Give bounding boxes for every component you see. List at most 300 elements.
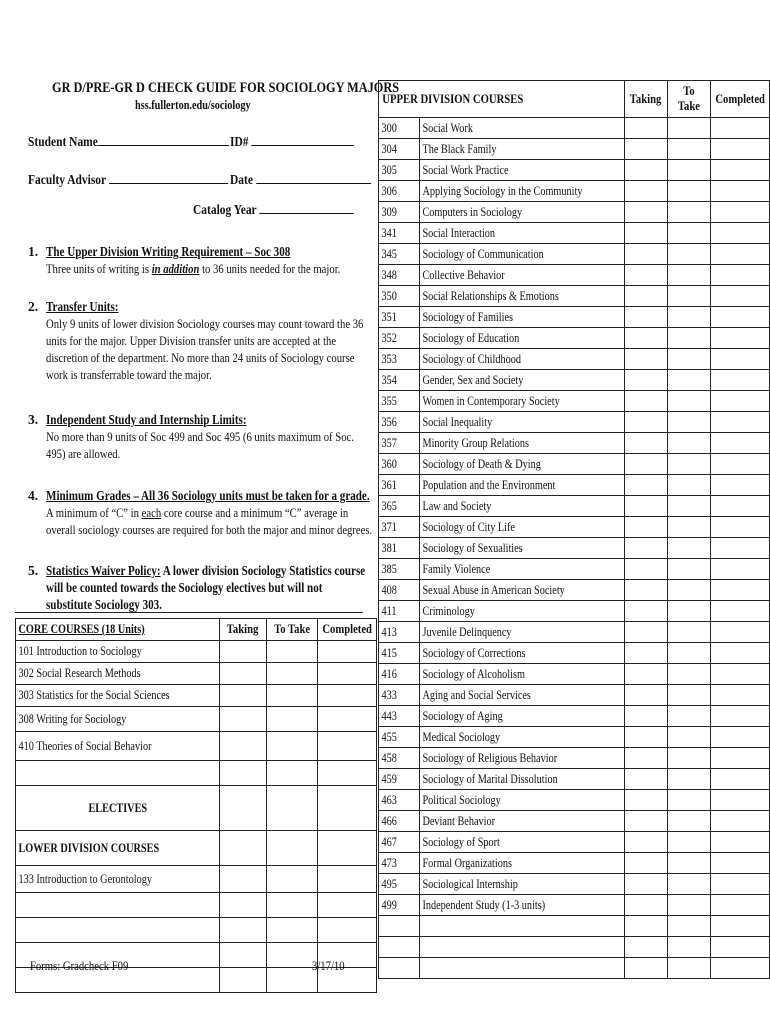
table-row xyxy=(379,181,770,202)
taking-cell[interactable] xyxy=(624,412,667,433)
course-code: 352 xyxy=(381,330,397,345)
student-name-field[interactable] xyxy=(28,135,229,151)
completed-cell[interactable] xyxy=(710,496,769,517)
form-date: 3/17/10 xyxy=(312,958,345,973)
to-take-cell[interactable] xyxy=(667,391,710,412)
course-code: 381 xyxy=(381,540,397,555)
completed-cell[interactable] xyxy=(710,412,769,433)
table-row xyxy=(379,769,770,790)
to-take-cell[interactable] xyxy=(667,433,710,454)
table-row xyxy=(379,580,770,601)
date-field[interactable] xyxy=(230,173,371,189)
completed-cell[interactable] xyxy=(710,139,769,160)
completed-cell[interactable] xyxy=(318,866,377,893)
table-row xyxy=(16,786,377,831)
date-label: Date xyxy=(230,173,253,188)
course-name: Sociology of Death & Dying xyxy=(422,456,541,471)
to-take-cell[interactable] xyxy=(667,811,710,832)
course-name: Sociology of Sport xyxy=(422,834,500,849)
taking-cell[interactable] xyxy=(624,790,667,811)
taking-cell[interactable] xyxy=(220,707,267,732)
course-name: Minority Group Relations xyxy=(422,435,529,450)
course-code: 459 xyxy=(381,771,397,786)
col-taking: Taking xyxy=(630,91,662,106)
to-take-cell[interactable] xyxy=(667,244,710,265)
course-name: Sociology of City Life xyxy=(422,519,515,534)
to-take-cell[interactable] xyxy=(667,307,710,328)
taking-cell[interactable] xyxy=(624,769,667,790)
taking-cell[interactable] xyxy=(624,580,667,601)
completed-cell[interactable] xyxy=(710,244,769,265)
divider xyxy=(15,612,363,613)
taking-cell[interactable] xyxy=(624,349,667,370)
table-row xyxy=(379,517,770,538)
to-take-cell[interactable] xyxy=(267,685,318,707)
course-name: Criminology xyxy=(422,603,475,618)
completed-cell[interactable] xyxy=(318,707,377,732)
completed-cell[interactable] xyxy=(710,895,769,916)
table-row xyxy=(16,707,377,732)
core-course-303: 303 Statistics for the Social Sciences xyxy=(18,688,170,702)
item-number: 4. xyxy=(28,488,39,503)
to-take-cell[interactable] xyxy=(667,559,710,580)
taking-cell[interactable] xyxy=(220,641,267,663)
taking-cell[interactable] xyxy=(220,685,267,707)
taking-cell[interactable] xyxy=(624,496,667,517)
core-course-308: 308 Writing for Sociology xyxy=(18,711,127,726)
completed-cell[interactable] xyxy=(710,748,769,769)
table-row xyxy=(379,349,770,370)
to-take-cell[interactable] xyxy=(667,790,710,811)
completed-cell[interactable] xyxy=(710,958,769,979)
to-take-cell[interactable] xyxy=(267,732,318,761)
col-completed: Completed xyxy=(322,622,372,636)
student-name-label: Student Name xyxy=(28,135,98,150)
table-row xyxy=(379,412,770,433)
taking-cell[interactable] xyxy=(624,538,667,559)
item-text: A lower division Sociology Statistics course will be counted towards the Sociology electives but will not substitute Sociology 303. xyxy=(46,563,366,612)
table-row xyxy=(379,601,770,622)
completed-cell[interactable] xyxy=(710,454,769,475)
taking-cell[interactable] xyxy=(624,118,667,139)
taking-cell[interactable] xyxy=(624,265,667,286)
taking-cell[interactable] xyxy=(624,307,667,328)
taking-cell[interactable] xyxy=(624,622,667,643)
table-row xyxy=(379,139,770,160)
core-courses-table xyxy=(15,618,377,993)
to-take-cell[interactable] xyxy=(667,139,710,160)
table-row xyxy=(379,727,770,748)
table-row xyxy=(379,202,770,223)
table-row xyxy=(379,265,770,286)
completed-cell[interactable] xyxy=(710,664,769,685)
to-take-cell[interactable] xyxy=(667,664,710,685)
taking-cell[interactable] xyxy=(624,601,667,622)
taking-cell[interactable] xyxy=(624,685,667,706)
course-name: Social Interaction xyxy=(422,225,495,240)
completed-cell[interactable] xyxy=(710,790,769,811)
taking-cell[interactable] xyxy=(624,286,667,307)
course-code: 345 xyxy=(381,246,397,261)
to-take-cell[interactable] xyxy=(667,412,710,433)
course-name: Sociology of Sexualities xyxy=(422,540,523,555)
completed-cell[interactable] xyxy=(710,916,769,937)
taking-cell[interactable] xyxy=(624,517,667,538)
course-name: Aging and Social Services xyxy=(422,687,531,702)
table-row xyxy=(379,559,770,580)
taking-cell[interactable] xyxy=(624,958,667,979)
to-take-cell[interactable] xyxy=(667,832,710,853)
course-name: Independent Study (1-3 units) xyxy=(422,897,546,912)
to-take-cell[interactable] xyxy=(667,223,710,244)
taking-cell[interactable] xyxy=(624,223,667,244)
taking-cell[interactable] xyxy=(624,370,667,391)
completed-cell[interactable] xyxy=(710,328,769,349)
completed-cell[interactable] xyxy=(710,727,769,748)
to-take-cell[interactable] xyxy=(667,454,710,475)
taking-cell[interactable] xyxy=(624,454,667,475)
taking-cell[interactable] xyxy=(624,664,667,685)
taking-cell[interactable] xyxy=(624,853,667,874)
course-code: 495 xyxy=(381,876,397,891)
taking-cell[interactable] xyxy=(624,202,667,223)
completed-cell[interactable] xyxy=(710,223,769,244)
table-row xyxy=(379,832,770,853)
completed-cell[interactable] xyxy=(710,475,769,496)
course-code: 354 xyxy=(381,372,397,387)
taking-cell[interactable] xyxy=(624,475,667,496)
taking-cell[interactable] xyxy=(624,160,667,181)
course-code: 416 xyxy=(381,666,397,681)
course-code: 361 xyxy=(381,477,397,492)
course-code: 473 xyxy=(381,855,397,870)
completed-cell[interactable] xyxy=(318,641,377,663)
completed-cell[interactable] xyxy=(710,769,769,790)
table-row xyxy=(379,244,770,265)
item-heading: Minimum Grades – All 36 Sociology units must be taken for a grade. xyxy=(46,488,370,503)
course-name: Sociology of Alcoholism xyxy=(422,666,525,681)
table-row xyxy=(16,761,377,786)
taking-cell[interactable] xyxy=(624,139,667,160)
completed-cell[interactable] xyxy=(710,265,769,286)
col-completed: Completed xyxy=(715,91,765,106)
completed-cell[interactable] xyxy=(710,853,769,874)
to-take-cell[interactable] xyxy=(667,202,710,223)
course-code: 499 xyxy=(381,897,397,912)
table-row xyxy=(379,895,770,916)
completed-cell[interactable] xyxy=(710,685,769,706)
upper-division-table xyxy=(378,80,770,979)
completed-cell[interactable] xyxy=(710,181,769,202)
taking-cell[interactable] xyxy=(624,937,667,958)
table-row xyxy=(16,893,377,918)
to-take-cell[interactable] xyxy=(667,286,710,307)
table-row xyxy=(379,622,770,643)
to-take-cell[interactable] xyxy=(667,958,710,979)
to-take-cell[interactable] xyxy=(667,265,710,286)
faculty-advisor-label: Faculty Advisor xyxy=(28,173,106,188)
table-row xyxy=(379,811,770,832)
course-code: 355 xyxy=(381,393,397,408)
taking-cell[interactable] xyxy=(624,328,667,349)
taking-cell[interactable] xyxy=(624,643,667,664)
to-take-cell[interactable] xyxy=(667,874,710,895)
to-take-cell[interactable] xyxy=(667,181,710,202)
taking-cell[interactable] xyxy=(624,811,667,832)
table-row xyxy=(379,643,770,664)
to-take-cell[interactable] xyxy=(267,707,318,732)
to-take-cell[interactable] xyxy=(667,853,710,874)
table-row xyxy=(379,706,770,727)
emphasis: each xyxy=(141,505,162,520)
to-take-cell[interactable] xyxy=(667,475,710,496)
item-text: No more than 9 units of Soc 499 and Soc 495 (6 units maximum of Soc. 495) are allowed. xyxy=(46,429,354,461)
taking-cell[interactable] xyxy=(624,433,667,454)
course-name: Social Work xyxy=(422,120,473,135)
to-take-cell[interactable] xyxy=(667,580,710,601)
course-name: Applying Sociology in the Community xyxy=(422,183,583,198)
core-courses-title: CORE COURSES (18 Units) xyxy=(18,622,145,636)
completed-cell[interactable] xyxy=(710,622,769,643)
core-course-302: 302 Social Research Methods xyxy=(18,666,141,680)
course-code: 455 xyxy=(381,729,397,744)
to-take-cell[interactable] xyxy=(267,866,318,893)
course-name: Sociology of Childhood xyxy=(422,351,521,366)
to-take-cell[interactable] xyxy=(667,496,710,517)
catalog-year-label: Catalog Year xyxy=(193,203,257,218)
course-code: 385 xyxy=(381,561,397,576)
table-row xyxy=(379,937,770,958)
taking-cell[interactable] xyxy=(624,916,667,937)
completed-cell[interactable] xyxy=(710,559,769,580)
taking-cell[interactable] xyxy=(220,663,267,685)
to-take-cell[interactable] xyxy=(267,663,318,685)
completed-cell[interactable] xyxy=(710,874,769,895)
item-heading: Statistics Waiver Policy: xyxy=(46,563,161,578)
completed-cell[interactable] xyxy=(710,538,769,559)
course-name: Sexual Abuse in American Society xyxy=(422,582,565,597)
completed-cell[interactable] xyxy=(710,433,769,454)
to-take-cell[interactable] xyxy=(667,160,710,181)
completed-cell[interactable] xyxy=(318,685,377,707)
to-take-cell[interactable] xyxy=(667,685,710,706)
to-take-cell[interactable] xyxy=(667,769,710,790)
course-code: 408 xyxy=(381,582,397,597)
taking-cell[interactable] xyxy=(624,895,667,916)
course-name: Deviant Behavior xyxy=(422,813,495,828)
completed-cell[interactable] xyxy=(710,811,769,832)
item-heading: Transfer Units: xyxy=(46,299,119,314)
completed-cell[interactable] xyxy=(710,286,769,307)
id-field[interactable] xyxy=(230,135,354,151)
course-code: 350 xyxy=(381,288,397,303)
course-name: Juvenile Delinquency xyxy=(422,624,512,639)
lower-course-133: 133 Introduction to Gerontology xyxy=(18,871,152,886)
course-name: Sociology of Education xyxy=(422,330,520,345)
table-row xyxy=(379,748,770,769)
electives-label: ELECTIVES xyxy=(88,800,147,815)
table-row xyxy=(379,958,770,979)
course-code: 306 xyxy=(381,183,397,198)
table-row xyxy=(379,286,770,307)
course-name: Sociological Internship xyxy=(422,876,518,891)
completed-cell[interactable] xyxy=(710,937,769,958)
course-name: Law and Society xyxy=(422,498,492,513)
to-take-cell[interactable] xyxy=(667,706,710,727)
course-code: 365 xyxy=(381,498,397,513)
to-take-cell[interactable] xyxy=(667,748,710,769)
to-take-cell[interactable] xyxy=(667,118,710,139)
table-row xyxy=(379,328,770,349)
course-code: 411 xyxy=(381,603,397,618)
to-take-cell[interactable] xyxy=(667,349,710,370)
course-code: 443 xyxy=(381,708,397,723)
course-name: Medical Sociology xyxy=(422,729,501,744)
to-take-cell[interactable] xyxy=(667,601,710,622)
table-row xyxy=(379,874,770,895)
course-name: Collective Behavior xyxy=(422,267,505,282)
completed-cell[interactable] xyxy=(710,706,769,727)
course-name: Sociology of Corrections xyxy=(422,645,526,660)
core-course-410: 410 Theories of Social Behavior xyxy=(18,738,152,753)
completed-cell[interactable] xyxy=(318,663,377,685)
to-take-cell[interactable] xyxy=(667,916,710,937)
course-name: Gender, Sex and Society xyxy=(422,372,524,387)
course-name: Sociology of Marital Dissolution xyxy=(422,771,558,786)
course-name: Sociology of Families xyxy=(422,309,513,324)
completed-cell[interactable] xyxy=(710,160,769,181)
to-take-cell[interactable] xyxy=(667,517,710,538)
completed-cell[interactable] xyxy=(710,643,769,664)
course-name: Sociology of Communication xyxy=(422,246,544,261)
completed-cell[interactable] xyxy=(710,202,769,223)
course-code: 353 xyxy=(381,351,397,366)
completed-cell[interactable] xyxy=(710,580,769,601)
course-name: Social Inequality xyxy=(422,414,493,429)
table-row xyxy=(16,663,377,685)
to-take-cell[interactable] xyxy=(667,370,710,391)
course-code: 415 xyxy=(381,645,397,660)
completed-cell[interactable] xyxy=(710,832,769,853)
taking-cell[interactable] xyxy=(220,732,267,761)
taking-cell[interactable] xyxy=(624,874,667,895)
course-code: 341 xyxy=(381,225,397,240)
catalog-year-field[interactable] xyxy=(193,203,354,219)
to-take-cell[interactable] xyxy=(667,643,710,664)
course-name: Computers in Sociology xyxy=(422,204,522,219)
table-row xyxy=(379,160,770,181)
page-title: GR D/PRE-GR D CHECK GUIDE FOR SOCIOLOGY MAJORS xyxy=(52,80,400,96)
course-name: Sociology of Religious Behavior xyxy=(422,750,557,765)
emphasis: in addition xyxy=(151,261,200,276)
to-take-cell[interactable] xyxy=(667,937,710,958)
taking-cell[interactable] xyxy=(624,559,667,580)
completed-cell[interactable] xyxy=(710,370,769,391)
completed-cell[interactable] xyxy=(710,391,769,412)
requirement-item-1: 1. The Upper Division Writing Requirement – Soc 308 Three units of writing is in addition to 36 units needed for the major. xyxy=(28,243,368,277)
course-code: 300 xyxy=(381,120,397,135)
item-heading: Independent Study and Internship Limits: xyxy=(46,412,247,427)
table-row xyxy=(379,118,770,139)
course-code: 305 xyxy=(381,162,397,177)
item-number: 3. xyxy=(28,412,39,427)
requirement-item-5 xyxy=(28,562,368,613)
table-row xyxy=(16,918,377,943)
course-name: Political Sociology xyxy=(422,792,501,807)
requirement-item-2 xyxy=(28,298,368,383)
taking-cell[interactable] xyxy=(624,706,667,727)
completed-cell[interactable] xyxy=(710,118,769,139)
table-row xyxy=(379,433,770,454)
course-code: 371 xyxy=(381,519,397,534)
to-take-cell[interactable] xyxy=(667,895,710,916)
completed-cell[interactable] xyxy=(710,349,769,370)
table-row xyxy=(16,831,377,866)
taking-cell[interactable] xyxy=(624,181,667,202)
table-row xyxy=(16,866,377,893)
core-course-101: 101 Introduction to Sociology xyxy=(18,644,142,658)
lower-division-title: LOWER DIVISION COURSES xyxy=(18,840,160,855)
completed-cell[interactable] xyxy=(710,307,769,328)
table-row xyxy=(16,641,377,663)
table-row xyxy=(379,916,770,937)
taking-cell[interactable] xyxy=(624,244,667,265)
taking-cell[interactable] xyxy=(624,832,667,853)
course-code: 360 xyxy=(381,456,397,471)
table-row xyxy=(379,790,770,811)
table-row xyxy=(379,307,770,328)
taking-cell[interactable] xyxy=(220,866,267,893)
course-name: Sociology of Aging xyxy=(422,708,503,723)
to-take-cell[interactable] xyxy=(667,538,710,559)
course-code: 463 xyxy=(381,792,397,807)
course-name: Family Violence xyxy=(422,561,491,576)
department-url: hss.fullerton.edu/sociology xyxy=(135,98,251,112)
table-row xyxy=(379,538,770,559)
course-code: 351 xyxy=(381,309,397,324)
course-code: 467 xyxy=(381,834,397,849)
item-number: 1. xyxy=(28,244,39,259)
to-take-cell[interactable] xyxy=(667,727,710,748)
course-code: 458 xyxy=(381,750,397,765)
course-code: 356 xyxy=(381,414,397,429)
item-text: Only 9 units of lower division Sociology courses may count toward the 36 units for the major. Upper Division transfer units are accepted at the discretion of the department. No more than 24 units of Sociology course work is transferrable toward the major. xyxy=(46,316,364,382)
to-take-cell[interactable] xyxy=(667,622,710,643)
to-take-cell[interactable] xyxy=(667,328,710,349)
course-code: 304 xyxy=(381,141,397,156)
course-code: 433 xyxy=(381,687,397,702)
completed-cell[interactable] xyxy=(318,732,377,761)
course-name: Population and the Environment xyxy=(422,477,556,492)
table-row xyxy=(379,853,770,874)
completed-cell[interactable] xyxy=(710,601,769,622)
requirement-item-3 xyxy=(28,411,368,462)
item-heading: The Upper Division Writing Requirement – Soc 308 xyxy=(46,244,291,259)
table-row xyxy=(379,664,770,685)
form-id: Forms: Gradcheck F09 xyxy=(30,958,129,973)
faculty-advisor-field[interactable] xyxy=(28,173,228,189)
col-to-take: To Take xyxy=(677,84,700,113)
taking-cell[interactable] xyxy=(624,748,667,769)
course-code: 357 xyxy=(381,435,397,450)
taking-cell[interactable] xyxy=(624,391,667,412)
taking-cell[interactable] xyxy=(624,727,667,748)
table-row xyxy=(379,370,770,391)
requirement-item-4: 4. Minimum Grades – All 36 Sociology units must be taken for a grade. A minimum of “C” in each core course and a minimum “C” average in overall sociology courses are required for both the major and minor degrees. xyxy=(28,488,373,537)
completed-cell[interactable] xyxy=(710,517,769,538)
course-name: Formal Organizations xyxy=(422,855,512,870)
to-take-cell[interactable] xyxy=(267,641,318,663)
